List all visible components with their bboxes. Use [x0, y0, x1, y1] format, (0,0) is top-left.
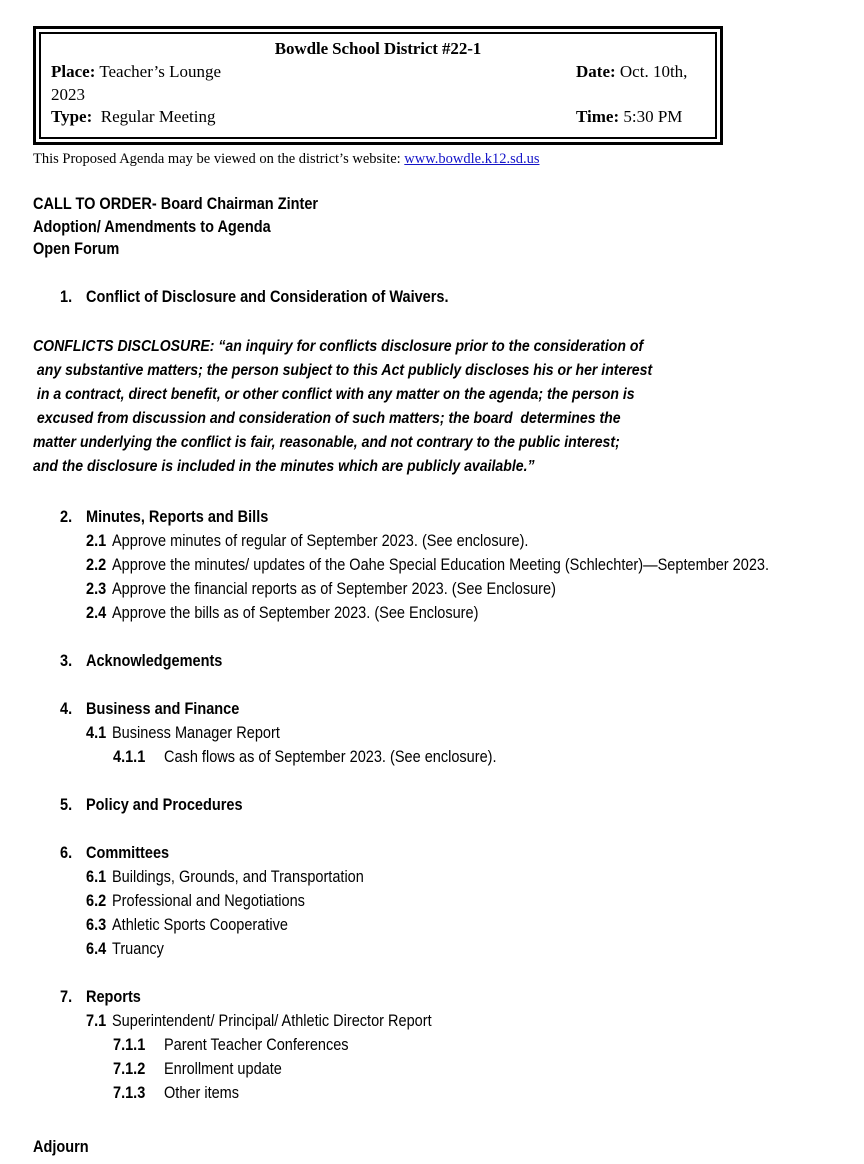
agenda-item-6-number: 6. — [60, 843, 73, 862]
agenda-item-6-3-number: 6.3 — [86, 915, 107, 934]
agenda-item-2-1-text: Approve minutes of regular of September 2023. (See enclosure). — [112, 531, 529, 550]
type-value — [97, 107, 216, 126]
agenda-item-4-number: 4. — [60, 699, 73, 718]
call-to-order-line: CALL TO ORDER- Board Chairman Zinter — [33, 195, 319, 213]
spacer — [33, 261, 853, 285]
disclosure-line: excused from discussion and consideration of such matters; the board determines the — [33, 409, 621, 427]
agenda-item-4-1-1 — [33, 745, 853, 769]
agenda-item-7-1-2-text: Enrollment update — [164, 1059, 282, 1078]
meeting-header-inner — [39, 32, 717, 139]
agenda-item-2 — [33, 505, 853, 529]
type-time-row — [51, 106, 705, 128]
agenda-item-4-1-1-text: Cash flows as of September 2023. (See enclosure). — [164, 747, 497, 766]
time-label: Time: — [576, 107, 620, 127]
agenda-item-7-1-1-number: 7.1.1 — [113, 1035, 146, 1054]
agenda-item-7-1-text: Superintendent/ Principal/ Athletic Director Report — [112, 1011, 432, 1030]
agenda-item-7-1-number: 7.1 — [86, 1011, 107, 1030]
place-date-row — [51, 61, 705, 83]
agenda-item-6-1-text: Buildings, Grounds, and Transportation — [112, 867, 364, 886]
agenda-item-7-number: 7. — [60, 987, 73, 1006]
agenda-item-7-1-2 — [33, 1057, 853, 1081]
agenda-item-6-text: Committees — [86, 843, 170, 862]
agenda-item-2-2-number: 2.2 — [86, 555, 107, 574]
website-notice-text: This Proposed Agenda may be viewed on the district’s website: — [33, 151, 405, 167]
agenda-item-3-text: Acknowledgements — [86, 651, 223, 670]
agenda-item-2-4 — [33, 601, 853, 625]
agenda-item-6-3 — [33, 913, 853, 937]
agenda-item-4-1 — [33, 721, 853, 745]
agenda-item-5-number: 5. — [60, 795, 73, 814]
adjourn-line: Adjourn — [33, 1138, 89, 1156]
agenda-item-6-2-text: Professional and Negotiations — [112, 891, 305, 910]
time-value: 5:30 PM — [623, 107, 683, 127]
date-value: Oct. 10th, — [619, 62, 688, 82]
spacer — [33, 961, 853, 985]
date-wrap-year: 2023 — [51, 84, 85, 104]
agenda-item-6-4-number: 6.4 — [86, 939, 107, 958]
agenda-item-7-1-1 — [33, 1033, 853, 1057]
disclosure-line: and the disclosure is included in the minutes which are publicly available.” — [33, 457, 535, 475]
agenda-body — [33, 193, 853, 1105]
spacer — [33, 817, 853, 841]
agenda-item-6-3-text: Athletic Sports Cooperative — [112, 915, 288, 934]
agenda-item-1 — [33, 285, 853, 309]
agenda-item-2-2-text: Approve the minutes/ updates of the Oahe Special Education Meeting (Schlechter)—September 2023. — [112, 555, 770, 574]
disclosure-line: matter underlying the conflict is fair, reasonable, and not contrary to the public interest; — [33, 433, 620, 451]
agenda-item-6 — [33, 841, 853, 865]
type-label: Type: — [51, 107, 93, 127]
agenda-item-4 — [33, 697, 853, 721]
agenda-item-2-3 — [33, 577, 853, 601]
agenda-item-2-number: 2. — [60, 507, 73, 526]
agenda-item-7-text: Reports — [86, 987, 141, 1006]
time-group — [576, 106, 682, 128]
place-value: Teacher’s Lounge — [99, 62, 222, 82]
agenda-item-4-1-text: Business Manager Report — [112, 723, 280, 742]
spacer — [33, 769, 853, 793]
disclosure-line: in a contract, direct benefit, or other conflict with any matter on the agenda; the person is — [33, 385, 635, 403]
place-label: Place: — [51, 62, 96, 82]
agenda-item-7-1 — [33, 1009, 853, 1033]
agenda-item-2-2 — [33, 553, 853, 577]
website-notice — [33, 151, 540, 168]
agenda-item-3 — [33, 649, 853, 673]
open-forum-line: Open Forum — [33, 240, 120, 259]
agenda-item-7-1-3-text: Other items — [164, 1083, 240, 1102]
agenda-item-2-text: Minutes, Reports and Bills — [86, 507, 269, 526]
agenda-item-2-1 — [33, 529, 853, 553]
agenda-item-1-text: Conflict of Disclosure and Consideration of Waivers. — [86, 287, 449, 306]
agenda-item-1-number: 1. — [60, 287, 73, 306]
district-website-link[interactable]: www.bowdle.k12.sd.us — [404, 151, 540, 167]
spacer — [33, 625, 853, 649]
agenda-item-5-text: Policy and Procedures — [86, 795, 243, 814]
agenda-item-2-1-number: 2.1 — [86, 531, 107, 550]
agenda-item-6-2-number: 6.2 — [86, 891, 107, 910]
agenda-item-6-1-number: 6.1 — [86, 867, 107, 886]
district-title: Bowdle School District #22-1 — [274, 39, 482, 58]
spacer — [33, 673, 853, 697]
disclosure-line: CONFLICTS DISCLOSURE: “an inquiry for conflicts disclosure prior to the consideration of — [33, 337, 644, 355]
agenda-item-5 — [33, 793, 853, 817]
conflicts-disclosure — [33, 335, 853, 479]
agenda-item-4-1-1-number: 4.1.1 — [113, 747, 146, 766]
agenda-item-2-4-number: 2.4 — [86, 603, 107, 622]
agenda-item-2-3-text: Approve the financial reports as of September 2023. (See Enclosure) — [112, 579, 556, 598]
date-group — [576, 61, 687, 83]
spacer — [33, 479, 853, 505]
agenda-item-7-1-3 — [33, 1081, 853, 1105]
agenda-item-2-3-number: 2.3 — [86, 579, 107, 598]
agenda-item-6-2 — [33, 889, 853, 913]
agenda-item-6-1 — [33, 865, 853, 889]
adoption-amendments-line: Adoption/ Amendments to Agenda — [33, 217, 271, 236]
agenda-item-7-1-2-number: 7.1.2 — [113, 1059, 146, 1078]
spacer — [33, 309, 853, 335]
type-value-text: Regular Meeting — [100, 107, 216, 127]
agenda-item-6-4-text: Truancy — [112, 939, 164, 958]
agenda-item-3-number: 3. — [60, 651, 73, 670]
agenda-item-7-1-1-text: Parent Teacher Conferences — [164, 1035, 349, 1054]
agenda-item-4-1-number: 4.1 — [86, 723, 107, 742]
agenda-item-2-4-text: Approve the bills as of September 2023. (See Enclosure) — [112, 603, 479, 622]
agenda-item-7 — [33, 985, 853, 1009]
agenda-item-7-1-3-number: 7.1.3 — [113, 1083, 146, 1102]
date-label: Date: — [576, 62, 616, 82]
agenda-item-6-4 — [33, 937, 853, 961]
meeting-header-box — [33, 26, 723, 145]
agenda-item-4-text: Business and Finance — [86, 699, 240, 718]
disclosure-line: any substantive matters; the person subject to this Act publicly discloses his or her interest — [33, 361, 653, 379]
